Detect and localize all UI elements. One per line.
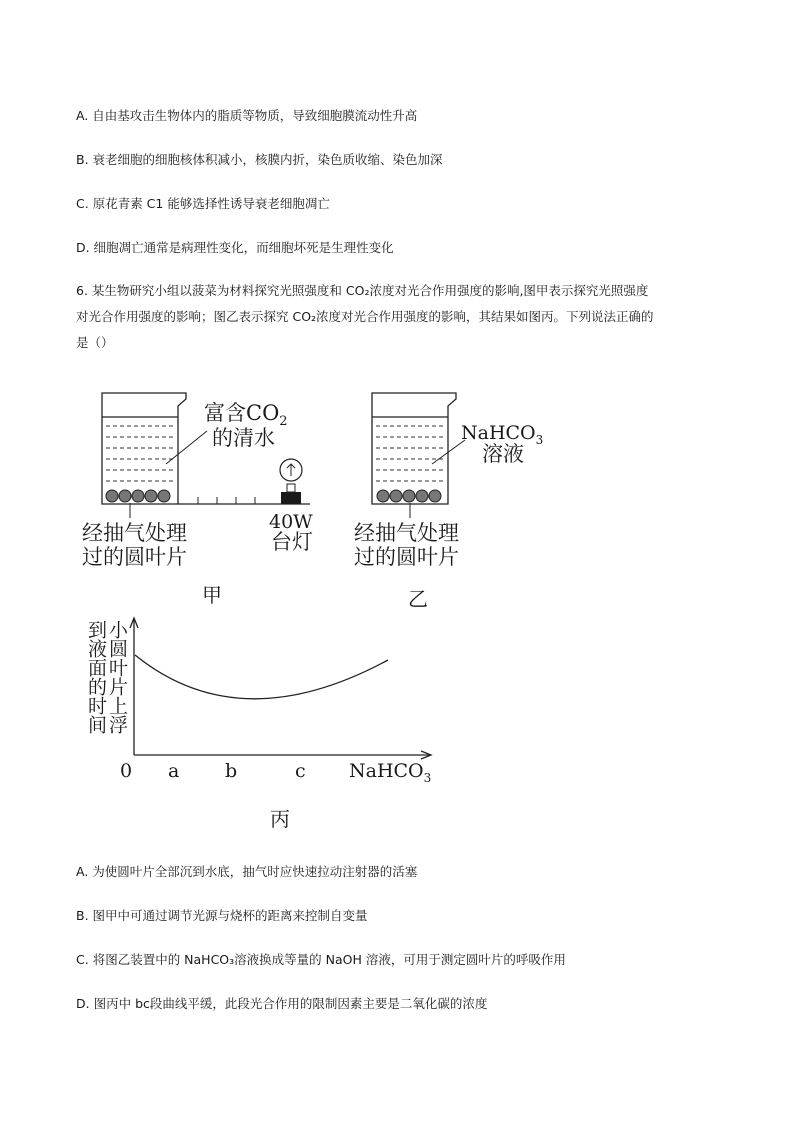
solution-dashes-yi: [376, 426, 445, 481]
x-axis-label: NaHCO$_3$: [349, 760, 432, 785]
x-tick-b: b: [225, 760, 238, 782]
caption-yi: 乙: [408, 587, 428, 611]
question-6-line-3: 是（）: [76, 335, 114, 350]
prev-option-b: B. 衰老细胞的细胞核体积减小，核膜内折，染色质收缩、染色加深: [76, 152, 443, 167]
figure-bing: [85, 618, 431, 831]
prev-option-d: D. 细胞凋亡通常是病理性变化，而细胞坏死是生理性变化: [76, 240, 394, 255]
prev-option-a: A. 自由基攻击生物体内的脂质等物质，导致细胞膜流动性升高: [76, 108, 418, 123]
label-leaf-jia-2: 过的圆叶片: [82, 545, 187, 569]
prev-option-c: C. 原花青素 C1 能够选择性诱导衰老细胞凋亡: [76, 196, 330, 211]
leaf-discs-yi: [377, 490, 441, 502]
answer-option-a[interactable]: A. 为使圆叶片全部沉到水底，抽气时应快速拉动注射器的活塞: [76, 864, 418, 879]
figure-yi: [354, 393, 543, 611]
x-tick-c: c: [295, 760, 306, 782]
curve: [135, 655, 388, 699]
label-water-jia-2: 的清水: [212, 426, 275, 450]
label-solution-yi-1: NaHCO$_3$: [461, 422, 544, 447]
y-axis-label-col2: 到液面的时间: [85, 620, 107, 734]
water-dashes-jia: [106, 426, 175, 481]
label-leaf-jia-1: 经抽气处理: [82, 521, 187, 545]
label-leaf-yi-1: 经抽气处理: [354, 521, 459, 545]
caption-jia: 甲: [202, 583, 222, 607]
label-leaf-yi-2: 过的圆叶片: [354, 545, 459, 569]
label-lamp-2: 台灯: [271, 530, 313, 554]
figure: [0, 380, 794, 840]
lamp-icon: [280, 459, 302, 504]
x-origin-label: 0: [120, 760, 133, 782]
answer-option-c[interactable]: C. 将图乙装置中的 NaHCO₃溶液换成等量的 NaOH 溶液，可用于测定圆叶片的呼吸作用: [76, 952, 566, 967]
figure-jia: [82, 393, 313, 607]
label-water-jia-1: 富含$CO_2$: [204, 401, 288, 429]
y-axis-label-col1: 小圆叶片上浮: [106, 620, 128, 734]
question-6-line-2: 对光合作用强度的影响；图乙表示探究 CO₂浓度对光合作用强度的影响，其结果如图丙。下列说法正确的: [76, 309, 654, 324]
leaf-discs-jia: [106, 490, 170, 502]
question-6-stem: [76, 278, 726, 356]
label-solution-yi-2: 溶液: [482, 442, 524, 466]
x-tick-a: a: [168, 760, 180, 782]
answer-option-d[interactable]: D. 图丙中 bc段曲线平缓，此段光合作用的限制因素主要是二氧化碳的浓度: [76, 996, 488, 1011]
label-lamp-1: 40W: [269, 511, 313, 533]
question-6-line-1: 6. 某生物研究小组以菠菜为材料探究光照强度和 CO₂浓度对光合作用强度的影响,图甲表示探究光照强度: [76, 283, 649, 298]
answer-option-b[interactable]: B. 图甲中可通过调节光源与烧杯的距离来控制自变量: [76, 908, 368, 923]
caption-bing: 丙: [270, 807, 290, 831]
